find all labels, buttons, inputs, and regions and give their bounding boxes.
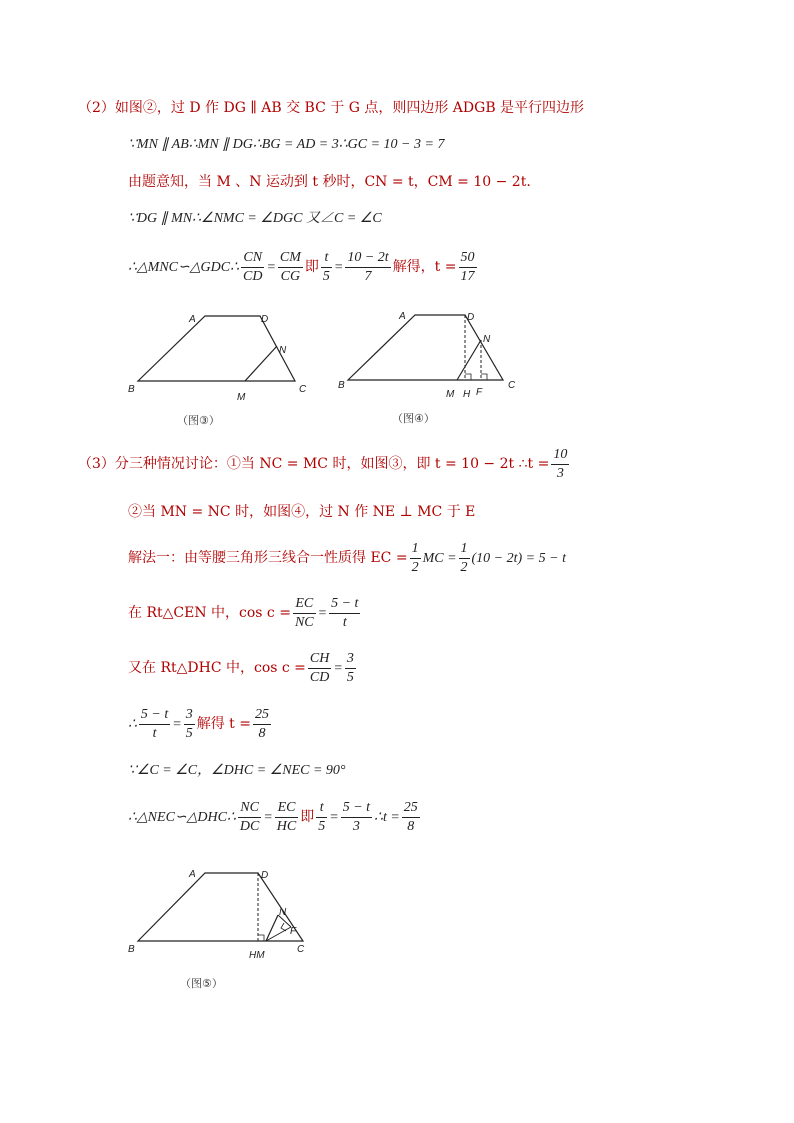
fraction: $\frac{25}{8}$: [403, 799, 418, 834]
fraction: $\frac{10}{3}$: [553, 446, 568, 481]
label-C: C: [508, 380, 516, 391]
fraction: $\frac{CH}{CD}$: [309, 650, 330, 685]
label-N: N: [483, 334, 491, 345]
fraction: $\frac{EC}{HC}$: [276, 799, 297, 834]
figure-3-trapezoid: [125, 308, 315, 403]
fraction: $\frac{3}{5}$: [185, 706, 193, 741]
label-A: A: [399, 311, 406, 322]
fraction: $\frac{1}{2}$: [411, 540, 419, 575]
fraction: $\frac{t}{5}$: [322, 249, 330, 284]
label-C: C: [299, 384, 307, 395]
fraction: $\frac{25}{8}$: [254, 706, 269, 741]
label-A: A: [189, 314, 196, 325]
fraction: $\frac{3}{5}$: [346, 650, 354, 685]
label-N: N: [279, 345, 287, 356]
part3-similarity: ∴△NEC∽△DHC∴ $\frac{NC}{DC}$ = $\frac{EC}{HC}$ 即 $\frac{t}{5}$ = $\frac{5 - t}{3}$ ∴t = $\frac{25}{8}$: [128, 799, 418, 834]
label-M: M: [237, 392, 246, 403]
fraction: $\frac{5 - t}{t}$: [140, 706, 169, 741]
similarity-statement: ∴△MNC∽△GDC∴: [128, 260, 239, 275]
fraction: $\frac{t}{5}$: [318, 799, 326, 834]
part3-angles: ∵∠C = ∠C，∠DHC = ∠NEC = 90°: [128, 763, 346, 778]
fraction: $\frac{EC}{NC}$: [294, 595, 314, 630]
part2-line1: ∵MN ∥ AB∴MN ∥ DG∴BG = AD = 3∴GC = 10 − 3 = 7: [128, 137, 445, 152]
figure-5-trapezoid: [125, 865, 315, 960]
label-D: D: [261, 314, 269, 325]
part2-intro: （2）如图②，过 D 作 DG ∥ AB 交 BC 于 G 点，则四边形 ADGB 是平行四边形: [78, 100, 585, 116]
fraction: $\frac{5 - t}{t}$: [331, 595, 359, 630]
part3-method1: 解法一：由等腰三角形三线合一性质得 EC = $\frac{1}{2}$ MC = $\frac{1}{2}$ (10 − 2t) = 5 − t: [128, 540, 566, 575]
label-F: F: [476, 387, 483, 398]
label-B: B: [128, 384, 135, 395]
part2-line4: ∴△MNC∽△GDC∴ $\frac{CN}{CD}$ = $\frac{CM}{CG}$ 即 $\frac{t}{5}$ = $\frac{10 - 2t}{7}$ 解得，t = $\frac{50}{17}$: [128, 249, 475, 284]
figure-3-caption: （图③）: [177, 414, 220, 427]
fraction: $\frac{5 - t}{3}$: [342, 799, 371, 834]
label-B: B: [128, 944, 135, 955]
label-M: M: [446, 389, 455, 400]
part3-result: ∴ $\frac{5 - t}{t}$ = $\frac{3}{5}$ 解得 t = $\frac{25}{8}$: [128, 706, 269, 741]
part2-line3: ∵DG ∥ MN∴∠NMC = ∠DGC 又∠C = ∠C: [128, 211, 382, 226]
figure-4-caption: （图④）: [392, 412, 435, 425]
label-A: A: [189, 869, 196, 880]
part2-line2: 由题意知，当 M 、N 运动到 t 秒时，CN = t，CM = 10 − 2t.: [128, 174, 531, 190]
label-HM: HM: [249, 950, 265, 960]
fraction: $\frac{50}{17}$: [460, 249, 475, 284]
label-B: B: [338, 380, 345, 391]
fraction: $\frac{NC}{DC}$: [239, 799, 260, 834]
label-D: D: [467, 312, 475, 323]
label-F: F: [290, 926, 297, 937]
label-D: D: [261, 870, 269, 881]
figure-5-caption: （图⑤）: [180, 977, 223, 990]
fraction: $\frac{CN}{CD}$: [242, 249, 263, 284]
part3-rt-cen: 在 Rt△CEN 中，cos c = $\frac{EC}{NC}$ = $\frac{5 - t}{t}$: [128, 595, 359, 630]
fraction: $\frac{CM}{CG}$: [279, 249, 301, 284]
part3-intro: （3）分三种情况讨论：①当 NC = MC 时，如图③，即 t = 10 − 2t ∴t = $\frac{10}{3}$: [78, 446, 568, 481]
label-C: C: [297, 944, 305, 955]
label-H: H: [463, 389, 471, 400]
fraction: $\frac{1}{2}$: [460, 540, 468, 575]
part3-case2: ②当 MN = NC 时，如图④，过 N 作 NE ⊥ MC 于 E: [128, 504, 476, 520]
part3-rt-dhc: 又在 Rt△DHC 中，cos c = $\frac{CH}{CD}$ = $\frac{3}{5}$: [128, 650, 354, 685]
fraction: $\frac{10 - 2t}{7}$: [347, 249, 389, 284]
figure-4-trapezoid: [335, 305, 525, 400]
label-N: N: [279, 907, 287, 918]
